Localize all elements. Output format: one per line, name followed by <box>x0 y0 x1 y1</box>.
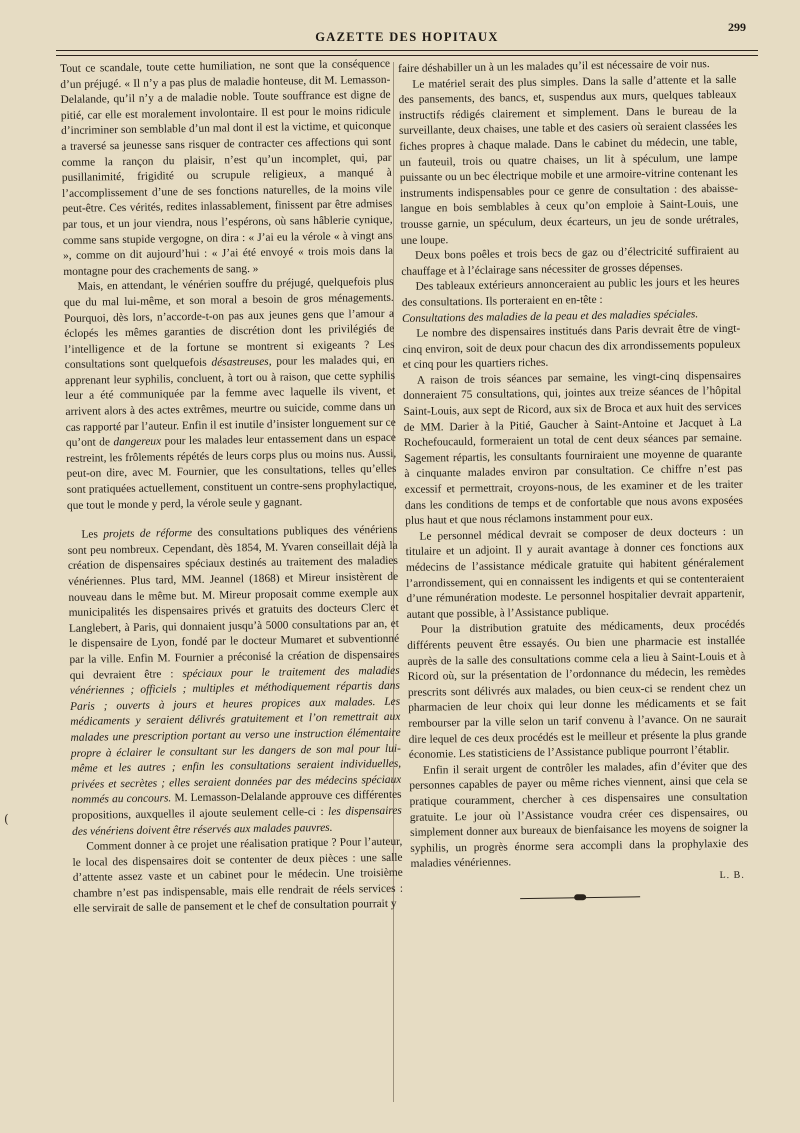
paragraph: faire déshabiller un à un les malades qu’il est nécessaire de voir nus. <box>398 58 710 75</box>
author-signature: L. B. <box>719 869 745 881</box>
paragraph: Mais, en attendant, le vénérien souffre du préjugé, quelquefois plus que du mal lui-même, et son moral a besoin de gros ménagements. Pourquoi, dès lors, n’accorde-t-on pas aux jeunes gens que l’amour a éclopés les mêmes garanties de discrétion dont les privilégiés de l’intelligence et de la fortune se montrent si exigeants ? Les consultations sont quelquefois désastreuses, pour les malades qui, en apprenant leur syphilis, concluent, à tort ou à raison, que cette syphilis leur a été communiquée par la femme avec laquelle ils vivent, et arrivent alors à des actes extrêmes, meurtre ou suicide, comme dans un cas rapporté par l’auteur. Enfin il est inutile d’insister longuement sur ce qu’ont de dangereux pour les malades leur entassement dans un espace restreint, les frôlements répétés de leurs corps plus ou moins nus. Aussi, peut-on dire, avec M. Fournier, que les consultations, telles qu’elles sont pratiquées actuellement, constituent un contre-sens prophylactique, que tout le monde y perd, la vérole seule y gagnant. <box>63 276 397 512</box>
paragraph: Enfin il serait urgent de contrôler les malades, afin d’éviter que des personnes capables de payer ou même riches viennent, ainsi que cela se pratique couramment, chercher à ces dispensaires une consultation gratuite. Le jour où l’Assistance voudra créer ces dispensaires, ou simplement donner aux bureaux de bienfaisance les moyens de soigner la syphilis, un progrès énorme sera accompli dans la prophylaxie des maladies vénériennes. <box>409 759 749 871</box>
paragraph: Le personnel médical devrait se composer de deux docteurs : un titulaire et un adjoint. Il y aurait avantage à donner ces fonctions aux médecins de l’assistance médicale gratuite qui habitent généralement l’arrondissement, qui en connaissent les indigents et qui se contenteraient d’une rémunération modeste. Le personnel hospitalier devrait appartenir, autant que possible, à l’Assistance publique. <box>405 525 745 621</box>
paragraph-italic: Consultations des maladies de la peau et des maladies spéciales. <box>401 307 699 325</box>
paragraph: Des tableaux extérieurs annonceraient au public les jours et les heures des consultations. Ils porteraient en en-tête : <box>401 275 740 309</box>
end-ornament-rule <box>520 893 640 903</box>
paragraph: Tout ce scandale, toute cette humiliation, ne sont que la conséquence d’un préjugé. « Il n’y a pas plus de maladie honteuse, dit M. Lemasson-Delalande, qu’il n’y a de maladie noble. Toute souffrance est digne de pitié, car elle est moralement involontaire. Il est pour le moins ridicule d’incriminer son semblable d’un mal dont il est la victime, et quiconque a traversé sa jeunesse sans risquer de contracter ces affections qui sont comme la rançon du plaisir, n’est qu’un incomplet, qui, par pusillanimité, frigidité ou scrupule religieux, a manqué à l’accomplissement d’une de ses fonctions naturelles, de la moins vile peut-être. Ces vérités, redites inlassablement, finissent par être admises par tous, et un jour viendra, nous l’espérons, où sans hâblerie cynique, comme sans stupide vergogne, on dira : « J’ai eu la vérole « à vingt ans », comme on dit aujourd’hui : « J’ai été envoyé « trois mois dans la montagne pour des crachements de sang. » <box>60 57 394 278</box>
ornament-knot <box>574 895 586 901</box>
right-column <box>398 57 749 905</box>
page-header <box>56 16 758 48</box>
running-title: GAZETTE DES HOPITAUX <box>315 30 499 44</box>
header-rule <box>56 50 758 56</box>
left-column <box>60 57 403 918</box>
paragraph: Le nombre des dispensaires institués dans Paris devrait être de vingt-cinq environ, soit de deux pour chacun des dix arrondissements populeux et cinq pour les quartiers riches. <box>402 322 741 372</box>
paragraph: Pour la distribution gratuite des médicaments, deux procédés différents peuvent être essayés. Ou bien une pharmacie est installée auprès de la salle des consultations comme cela a lieu à Saint-Louis et à Ricord où, sur la présentation de l’ordonnance du médecin, les remèdes prescrits sont délivrés aux malades, ou bien ceux-ci se rendent chez un pharmacien de leur choix qui leur donne les médicaments et se fait rembourser par la ville selon un tarif convenu à l’avance. On ne saurait dire lequel de ces deux procédés est le meilleur et présente la plus grande économie. Les statisticiens de l’Assistance publique pourront l’établir. <box>407 618 747 762</box>
paragraph: Comment donner à ce projet une réalisation pratique ? Pour l’auteur, le local des dispensaires doit se contenter de deux pièces : une salle d’attente assez vaste et un cabinet pour le médecin. Une troisième chambre n’est pas indispensable, mais elle rendrait de réels services : elle servirait de salle de pansement et le chef de consultation pourrait y <box>72 835 404 916</box>
margin-pencil-mark: ( <box>4 812 9 826</box>
paragraph: Le matériel serait des plus simples. Dans la salle d’attente et la salle des pansements, des bancs, et, suspendus aux murs, quelques tableaux instructifs rédigés clairement et simplement. Dans le bureau de la surveillante, deux chaises, une table et des casiers où seraient classées les fiches propres à chaque malade. Dans le cabinet du médecin, une table, un fauteuil, trois ou quatre chaises, un lit à spéculum, une lampe puissante ou un bec électrique mobile et une armoire-vitrine contenant les instruments indispensables pour ce genre de consultation : des abaisse-langue en bois semblables à ceux qu’on emploie à Saint-Louis, une trousse garnie, un spéculum, deux écarteurs, un jeu de sonde urétrales, une loupe. <box>398 73 739 247</box>
paragraph: Les projets de réforme des consultations publiques des vénériens sont peu nombreux. Cependant, dès 1854, M. Yvaren conseillait déjà la création de dispensaires spéciaux destinés au traitement des maladies vénériennes. Plus tard, MM. Jeannel (1868) et Mireur insistèrent de nouveau dans le même but. M. Mireur proposait comme exemple aux municipalités les dispensaires privés et gratuits des docteurs Clerc et Langlebert, à Paris, qui donnaient jusqu’à 5000 consultations par an, et le dispensaire de Lyon, fondé par le docteur Mumaret et subventionné par la ville. Enfin M. Fournier a préconisé la création de dispensaires qui devraient être : spéciaux pour le traitement des maladies vénériennes ; officiels ; multiples et méthodiquement répartis dans Paris ; ouverts à jours et heures propices aux malades. Les médicaments y seraient délivrés gratuitement et l’on remettrait aux malades une prescription portant au verso une instruction élémentaire propre à éclairer le consultant sur les dangers de son mal pour lui-même et les autres ; enfin les consultations seraient individuelles, privées et secrètes ; elles seraient données par des médecins spéciaux nommés au concours. M. Lemasson-Delalande approuve ces différentes propositions, auxquelles il ajoute seulement celle-ci : les dispensaires des vénériens doivent être réservés aux malades pauvres. <box>67 523 402 838</box>
paragraph: A raison de trois séances par semaine, les vingt-cinq dispensaires donneraient 75 consultations, qui, jointes aux treize séances de l’hôpital Saint-Louis, aux sept de Ricord, aux six de Broca et aux huit des services de MM. Darier à la Pitié, Gaucher à Saint-Antoine et Jacquet à La Rochefoucauld, formeraient un total de cent deux séances par semaine. Sagement répartis, les consultants fourniraient une moyenne de quarante à cinquante malades environ par consultation. Ce chiffre n’est pas excessif et permettrait, croyons-nous, de les examiner et de les traiter dans les conditions de temps et de confortable que nous avons exposées plus haut et que nous réclamons instamment pour eux. <box>403 369 744 528</box>
page-number: 299 <box>728 20 746 34</box>
paragraph: Deux bons poêles et trois becs de gaz ou d’électricité suffiraient au chauffage et à l’éclairage sans nécessiter de grosses dépenses. <box>401 244 740 278</box>
